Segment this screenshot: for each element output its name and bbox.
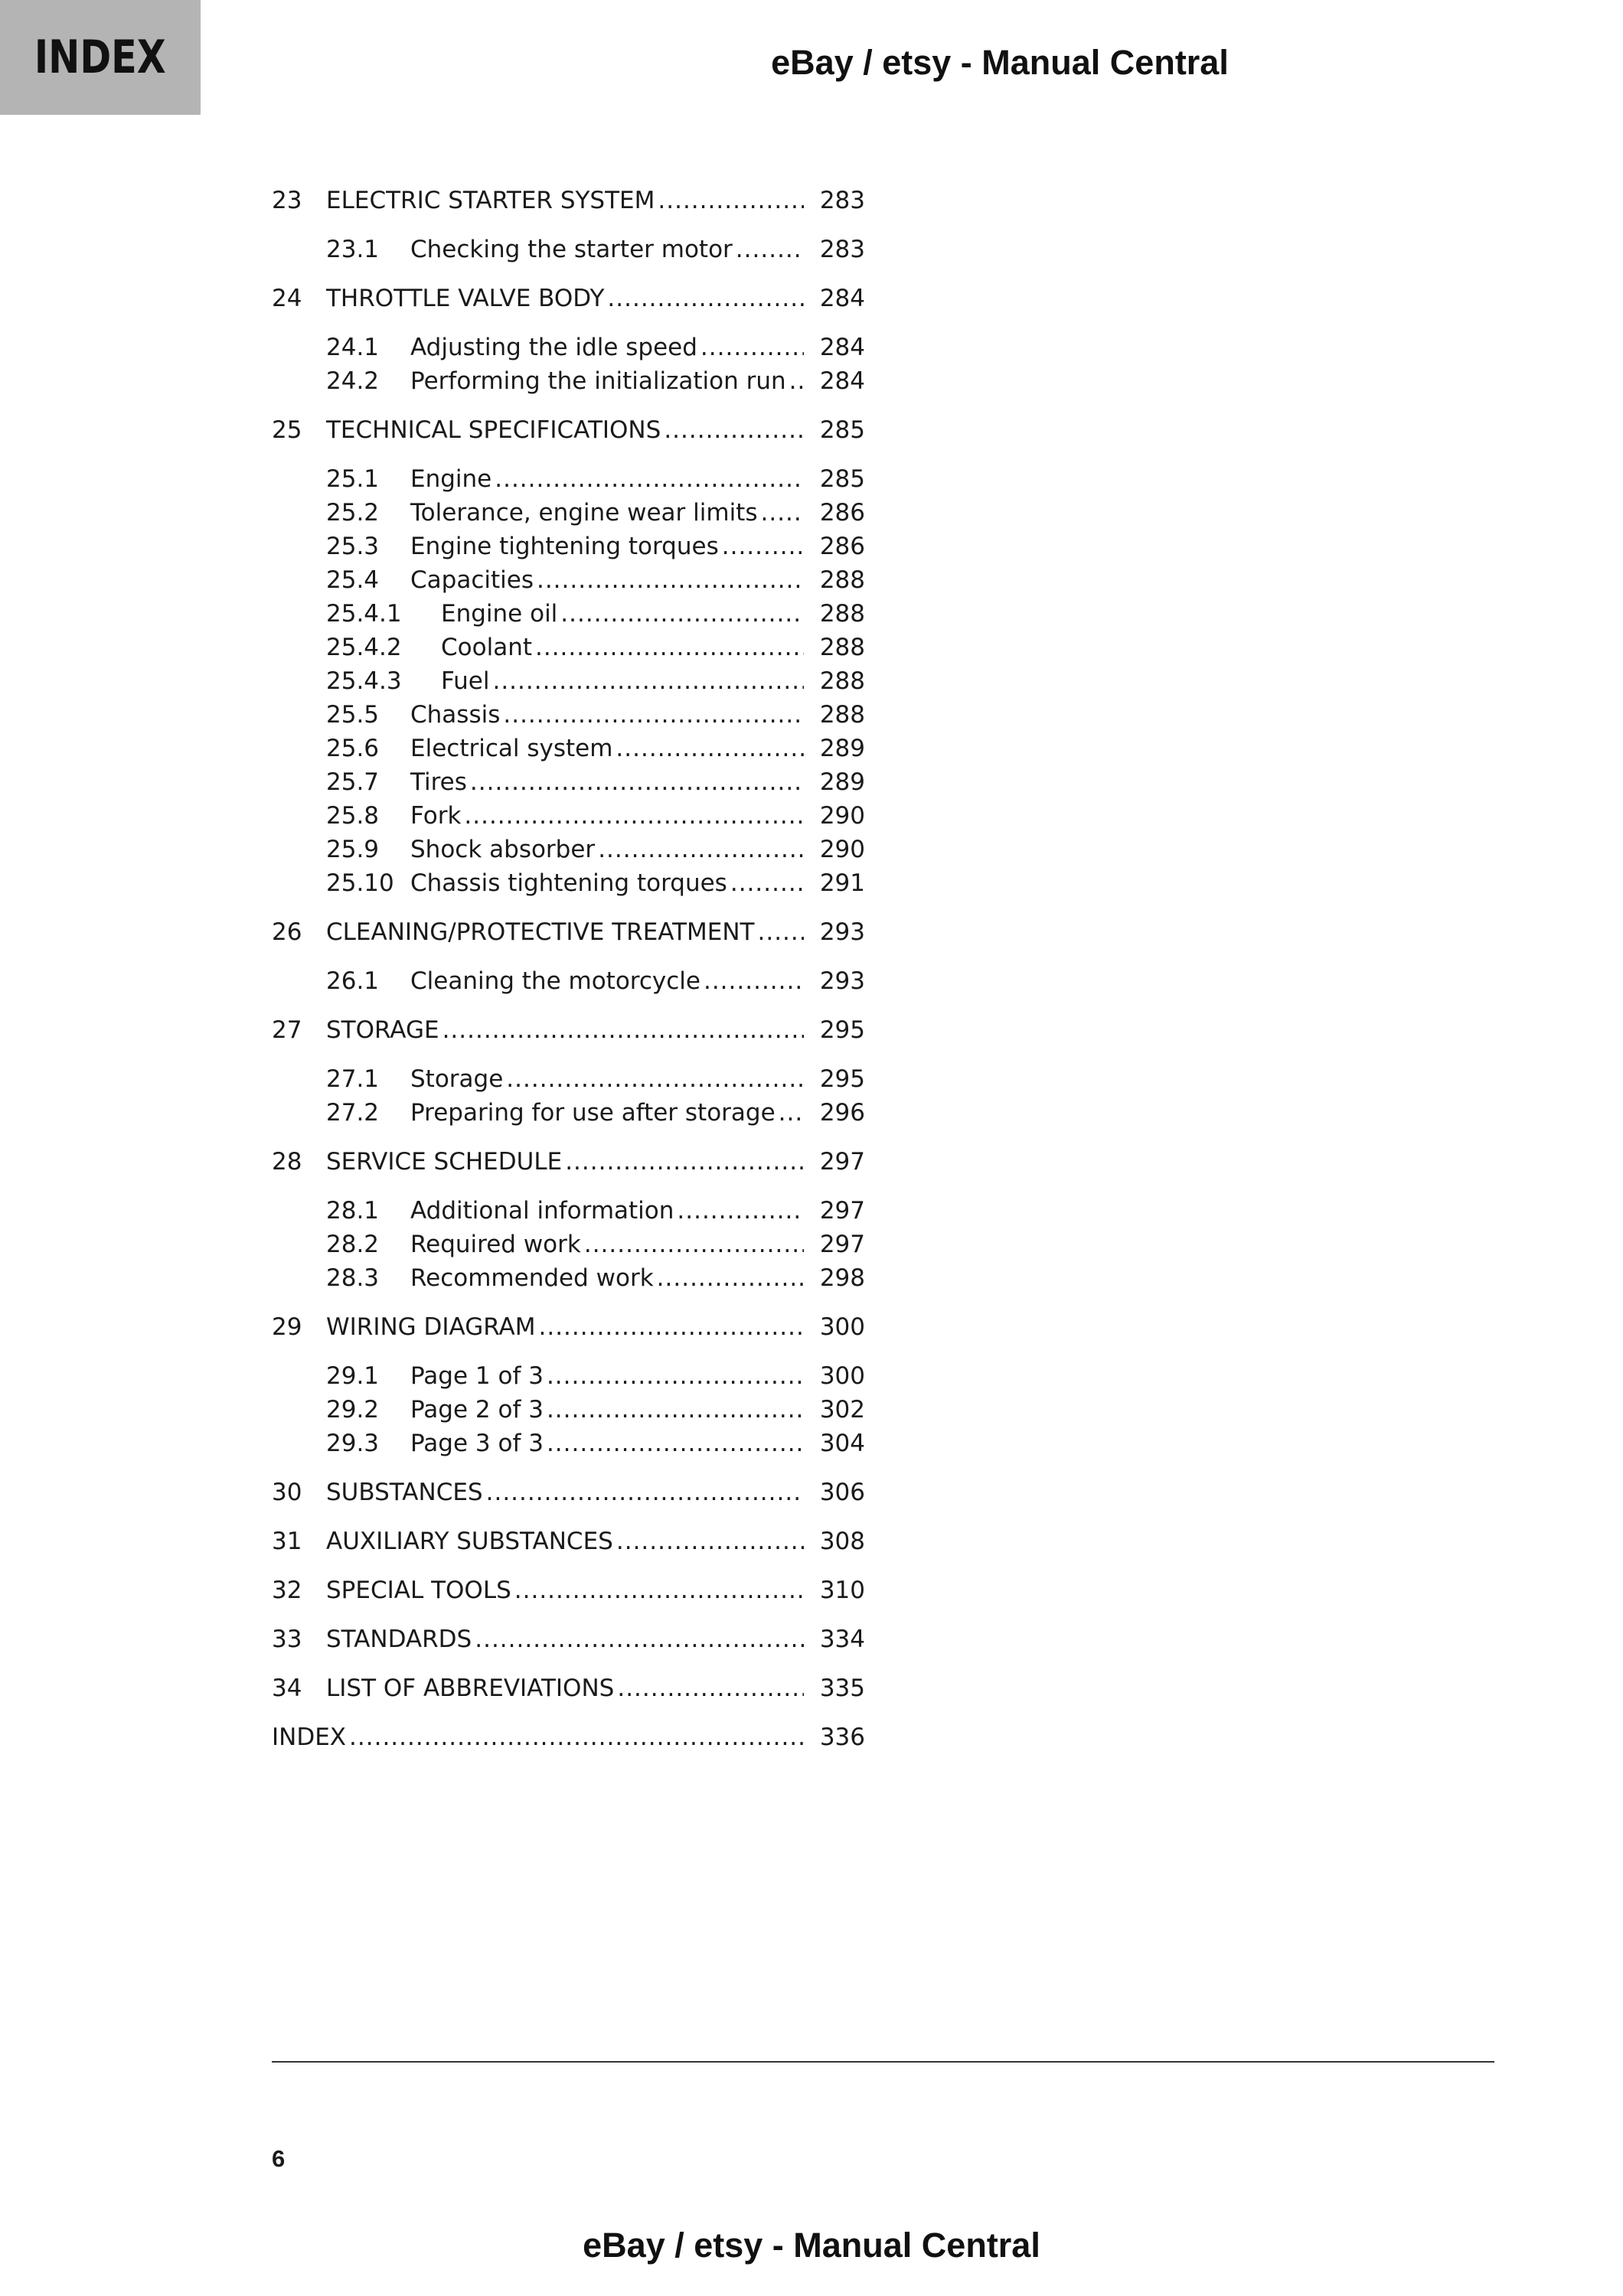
dot-leader xyxy=(492,664,804,698)
toc-entry-number: 25.4.3 xyxy=(326,667,402,695)
toc-entry[interactable] xyxy=(272,331,865,364)
toc-entry[interactable] xyxy=(272,1393,865,1427)
toc-entry-page: 297 xyxy=(819,1148,865,1176)
toc-entry-title: SPECIAL TOOLS xyxy=(326,1577,511,1604)
toc-entry-number: 29.1 xyxy=(326,1362,380,1390)
toc-entry-page: 284 xyxy=(819,285,865,312)
dot-leader xyxy=(598,833,804,866)
toc-entry-number: 32 xyxy=(272,1577,302,1604)
toc-entry-title: Chassis tightening torques xyxy=(410,869,727,897)
toc-entry-page: 285 xyxy=(819,465,865,493)
toc-entry[interactable] xyxy=(272,631,865,664)
toc-entry[interactable] xyxy=(272,496,865,530)
header-title-text: eBay / etsy - Manual Central xyxy=(771,43,1229,82)
toc-entry-title: SERVICE SCHEDULE xyxy=(326,1148,563,1176)
dot-leader xyxy=(657,1261,804,1295)
toc-entry[interactable] xyxy=(272,915,865,949)
toc-entry-page: 288 xyxy=(819,566,865,594)
dot-leader xyxy=(349,1720,804,1754)
dot-leader xyxy=(607,282,804,315)
toc-entry-page: 291 xyxy=(819,869,865,897)
toc-entry-title: Cleaning the motorcycle xyxy=(410,967,700,995)
page-number: 6 xyxy=(272,2145,286,2172)
dot-leader xyxy=(514,1574,804,1607)
toc-entry-page: 298 xyxy=(819,1264,865,1292)
toc-entry[interactable] xyxy=(272,282,865,315)
toc-entry[interactable] xyxy=(272,1671,865,1705)
index-tab-label: INDEX xyxy=(34,31,166,84)
toc-entry-title: Tolerance, engine wear limits xyxy=(410,499,758,527)
dot-leader xyxy=(538,1310,804,1344)
toc-entry-number: 25.1 xyxy=(326,465,380,493)
toc-entry-page: 283 xyxy=(819,236,865,263)
dot-leader xyxy=(506,1062,804,1096)
toc-entry-number: 23.1 xyxy=(326,236,380,263)
toc-entry-title: Page 1 of 3 xyxy=(410,1362,544,1390)
toc-entry-title: Adjusting the idle speed xyxy=(410,334,697,361)
toc-entry[interactable] xyxy=(272,698,865,732)
dot-leader xyxy=(560,597,804,631)
dot-leader xyxy=(700,331,804,364)
toc-entry[interactable] xyxy=(272,563,865,597)
toc-entry[interactable] xyxy=(272,364,865,398)
dot-leader xyxy=(470,765,804,799)
toc-entry-title: INDEX xyxy=(272,1724,347,1751)
toc-entry-number: 28.1 xyxy=(326,1197,380,1225)
toc-entry-number: 26 xyxy=(272,918,302,946)
toc-entry-title: Shock absorber xyxy=(410,836,596,863)
dot-leader xyxy=(537,563,804,597)
toc-entry[interactable] xyxy=(272,1310,865,1344)
dot-leader xyxy=(442,1013,804,1047)
dot-leader xyxy=(617,1671,804,1705)
toc-entry-title: AUXILIARY SUBSTANCES xyxy=(326,1528,613,1555)
toc-entry[interactable] xyxy=(272,964,865,998)
toc-entry-number: 29.3 xyxy=(326,1430,380,1457)
toc-entry-page: 295 xyxy=(819,1065,865,1093)
toc-entry-page: 289 xyxy=(819,735,865,762)
toc-entry[interactable] xyxy=(272,1359,865,1393)
toc-entry-number: 30 xyxy=(272,1479,302,1506)
toc-entry[interactable] xyxy=(272,1720,865,1754)
dot-leader xyxy=(760,496,804,530)
toc-entry-title: Tires xyxy=(410,768,467,796)
toc-entry[interactable] xyxy=(272,1062,865,1096)
toc-entry-title: Chassis xyxy=(410,701,501,729)
toc-entry-page: 286 xyxy=(819,533,865,560)
dot-leader xyxy=(736,233,804,266)
dot-leader xyxy=(757,915,804,949)
toc-entry-number: 27 xyxy=(272,1016,302,1044)
toc-entry[interactable] xyxy=(272,597,865,631)
toc-entry-title: Storage xyxy=(410,1065,504,1093)
toc-entry-title: Engine tightening torques xyxy=(410,533,719,560)
toc-entry[interactable] xyxy=(272,866,865,900)
dot-leader xyxy=(565,1145,804,1179)
toc-entry[interactable] xyxy=(272,833,865,866)
toc-entry-page: 334 xyxy=(819,1626,865,1653)
toc-entry-title: Checking the starter motor xyxy=(410,236,733,263)
toc-entry-title: STORAGE xyxy=(326,1016,439,1044)
toc-entry[interactable] xyxy=(272,1476,865,1509)
index-tab xyxy=(0,0,201,115)
toc-entry-number: 25.6 xyxy=(326,735,380,762)
toc-entry[interactable] xyxy=(272,413,865,447)
toc-entry[interactable] xyxy=(272,1525,865,1558)
toc-entry-page: 293 xyxy=(819,967,865,995)
toc-entry-page: 286 xyxy=(819,499,865,527)
toc-entry-number: 25.4.2 xyxy=(326,634,402,661)
toc-entry-page: 300 xyxy=(819,1313,865,1341)
toc-entry-title: Page 2 of 3 xyxy=(410,1396,544,1424)
toc-entry-page: 288 xyxy=(819,600,865,628)
toc-entry-page: 295 xyxy=(819,1016,865,1044)
toc-entry-title: WIRING DIAGRAM xyxy=(326,1313,536,1341)
toc-entry-page: 290 xyxy=(819,802,865,830)
dot-leader xyxy=(616,1525,804,1558)
dot-leader xyxy=(547,1359,804,1393)
toc-entry[interactable] xyxy=(272,765,865,799)
toc-entry[interactable] xyxy=(272,233,865,266)
dot-leader xyxy=(779,1096,804,1130)
table-of-contents xyxy=(272,184,865,1754)
toc-entry-number: 28.3 xyxy=(326,1264,380,1292)
toc-entry[interactable] xyxy=(272,184,865,217)
toc-entry[interactable] xyxy=(272,799,865,833)
toc-entry-number: 25.4.1 xyxy=(326,600,402,628)
toc-entry-page: 284 xyxy=(819,367,865,395)
toc-entry[interactable] xyxy=(272,1427,865,1460)
header-title xyxy=(201,43,1623,83)
toc-entry-title: ELECTRIC STARTER SYSTEM xyxy=(326,187,655,214)
toc-entry-number: 24.1 xyxy=(326,334,380,361)
toc-entry[interactable] xyxy=(272,1145,865,1179)
toc-entry-page: 310 xyxy=(819,1577,865,1604)
toc-entry-page: 288 xyxy=(819,701,865,729)
toc-entry-number: 28 xyxy=(272,1148,302,1176)
toc-entry-title: TECHNICAL SPECIFICATIONS xyxy=(326,416,661,444)
toc-entry[interactable] xyxy=(272,1574,865,1607)
toc-entry[interactable] xyxy=(272,1228,865,1261)
dot-leader xyxy=(464,799,804,833)
dot-leader xyxy=(475,1623,804,1656)
toc-entry-number: 24.2 xyxy=(326,367,380,395)
toc-entry-title: Fuel xyxy=(441,667,490,695)
toc-entry-title: Page 3 of 3 xyxy=(410,1430,544,1457)
dot-leader xyxy=(616,732,804,765)
toc-entry-number: 26.1 xyxy=(326,967,380,995)
toc-entry-number: 25.3 xyxy=(326,533,380,560)
toc-entry-number: 27.2 xyxy=(326,1099,380,1127)
toc-entry-page: 288 xyxy=(819,634,865,661)
toc-entry-number: 29.2 xyxy=(326,1396,380,1424)
toc-entry[interactable] xyxy=(272,1096,865,1130)
toc-entry-page: 285 xyxy=(819,416,865,444)
toc-entry-title: CLEANING/PROTECTIVE TREATMENT xyxy=(326,918,755,946)
toc-entry-number: 25.8 xyxy=(326,802,380,830)
footer-divider xyxy=(272,2061,1494,2063)
toc-entry-title: Engine xyxy=(410,465,492,493)
toc-entry-number: 25.5 xyxy=(326,701,380,729)
dot-leader xyxy=(730,866,804,900)
toc-entry-page: 293 xyxy=(819,918,865,946)
dot-leader xyxy=(677,1194,804,1228)
dot-leader xyxy=(789,364,804,398)
dot-leader xyxy=(704,964,804,998)
toc-entry-title: Additional information xyxy=(410,1197,674,1225)
toc-entry[interactable] xyxy=(272,664,865,698)
toc-entry-title: THROTTLE VALVE BODY xyxy=(326,285,605,312)
toc-entry-number: 25.4 xyxy=(326,566,380,594)
dot-leader xyxy=(486,1476,804,1509)
toc-entry-number: 24 xyxy=(272,285,302,312)
toc-entry-page: 283 xyxy=(819,187,865,214)
toc-entry-number: 33 xyxy=(272,1626,302,1653)
toc-entry-page: 284 xyxy=(819,334,865,361)
toc-entry-page: 306 xyxy=(819,1479,865,1506)
toc-entry-page: 289 xyxy=(819,768,865,796)
dot-leader xyxy=(547,1427,804,1460)
toc-entry-number: 25.10 xyxy=(326,869,394,897)
toc-entry[interactable] xyxy=(272,530,865,563)
toc-entry-number: 28.2 xyxy=(326,1231,380,1258)
toc-entry-number: 27.1 xyxy=(326,1065,380,1093)
toc-entry-number: 25.7 xyxy=(326,768,380,796)
dot-leader xyxy=(535,631,804,664)
dot-leader xyxy=(584,1228,804,1261)
toc-entry-title: Engine oil xyxy=(441,600,558,628)
toc-entry-title: Coolant xyxy=(441,634,532,661)
toc-entry-number: 25.2 xyxy=(326,499,380,527)
toc-entry-page: 335 xyxy=(819,1675,865,1702)
toc-entry-page: 297 xyxy=(819,1197,865,1225)
toc-entry[interactable] xyxy=(272,462,865,496)
toc-entry-title: Preparing for use after storage xyxy=(410,1099,776,1127)
dot-leader xyxy=(658,184,804,217)
toc-entry-number: 25.9 xyxy=(326,836,380,863)
toc-entry-number: 31 xyxy=(272,1528,302,1555)
dot-leader xyxy=(547,1393,804,1427)
toc-entry-page: 308 xyxy=(819,1528,865,1555)
dot-leader xyxy=(722,530,804,563)
toc-entry[interactable] xyxy=(272,1261,865,1295)
toc-entry-page: 336 xyxy=(819,1724,865,1751)
toc-entry-page: 290 xyxy=(819,836,865,863)
toc-entry-page: 288 xyxy=(819,667,865,695)
toc-entry-title: Recommended work xyxy=(410,1264,654,1292)
dot-leader xyxy=(664,413,804,447)
toc-entry-number: 23 xyxy=(272,187,302,214)
toc-entry[interactable] xyxy=(272,1623,865,1656)
toc-entry-page: 297 xyxy=(819,1231,865,1258)
toc-entry[interactable] xyxy=(272,1013,865,1047)
toc-entry-title: Performing the initialization run xyxy=(410,367,786,395)
toc-entry-title: Capacities xyxy=(410,566,534,594)
toc-entry-number: 29 xyxy=(272,1313,302,1341)
dot-leader xyxy=(495,462,804,496)
toc-entry[interactable] xyxy=(272,732,865,765)
toc-entry-page: 304 xyxy=(819,1430,865,1457)
toc-entry-title: STANDARDS xyxy=(326,1626,472,1653)
toc-entry-title: Fork xyxy=(410,802,462,830)
toc-entry-number: 25 xyxy=(272,416,302,444)
toc-entry-title: Electrical system xyxy=(410,735,613,762)
toc-entry[interactable] xyxy=(272,1194,865,1228)
dot-leader xyxy=(503,698,804,732)
toc-entry-title: Required work xyxy=(410,1231,581,1258)
toc-entry-page: 296 xyxy=(819,1099,865,1127)
toc-entry-page: 300 xyxy=(819,1362,865,1390)
toc-entry-title: SUBSTANCES xyxy=(326,1479,483,1506)
toc-entry-title: LIST OF ABBREVIATIONS xyxy=(326,1675,615,1702)
footer-title: eBay / etsy - Manual Central xyxy=(583,2226,1040,2265)
toc-entry-page: 302 xyxy=(819,1396,865,1424)
toc-entry-number: 34 xyxy=(272,1675,302,1702)
